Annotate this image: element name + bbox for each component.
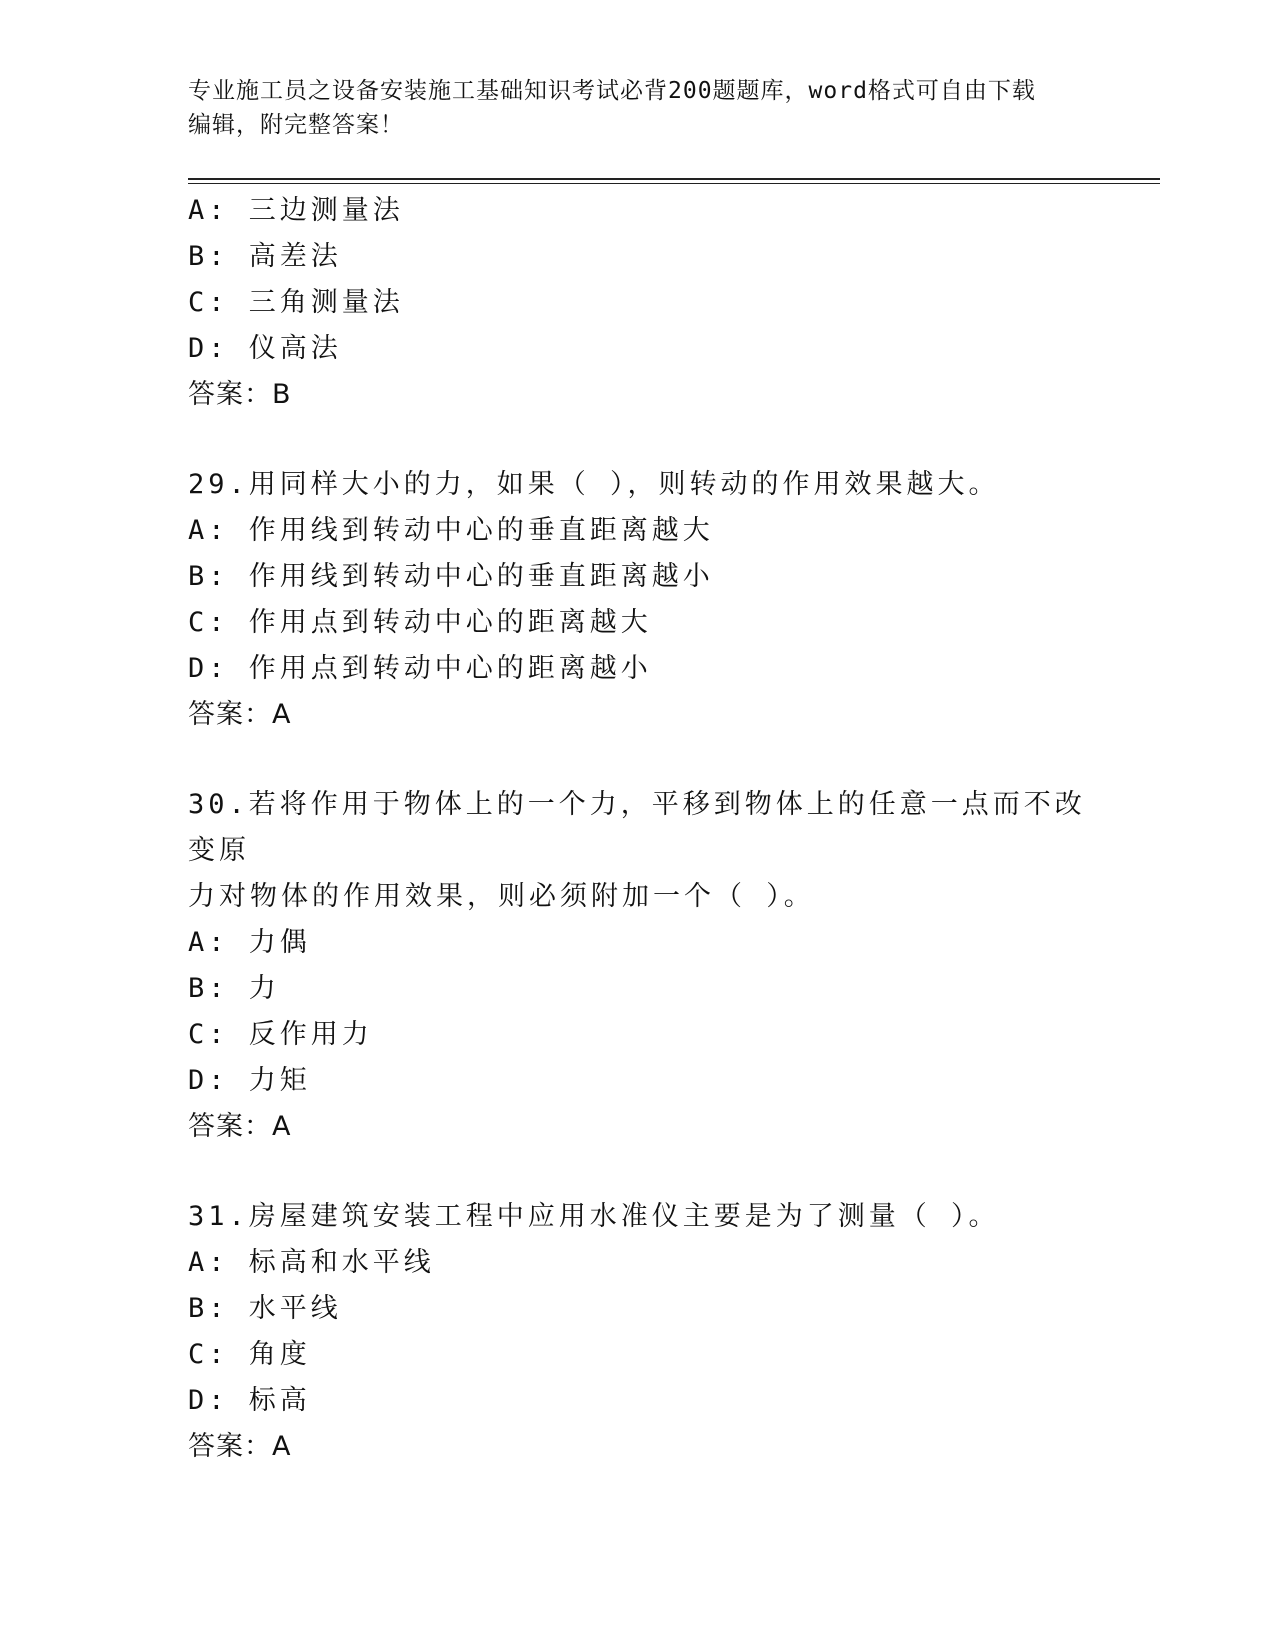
header-divider-thin xyxy=(188,183,1160,184)
spacer xyxy=(188,738,1088,782)
header-line-2: 编辑，附完整答案！ xyxy=(188,112,404,138)
option-a: A: 作用线到转动中心的垂直距离越大 xyxy=(188,515,714,546)
question-stem: 31.房屋建筑安装工程中应用水准仪主要是为了测量（ ）。 xyxy=(188,1201,1000,1232)
answer: 答案：B xyxy=(188,379,292,410)
option-d: D: 力矩 xyxy=(188,1065,311,1096)
question-30 xyxy=(188,782,1088,1150)
document-header xyxy=(188,74,1088,142)
option-c: C: 作用点到转动中心的距离越大 xyxy=(188,607,652,638)
option-c: C: 反作用力 xyxy=(188,1019,373,1050)
answer: 答案：A xyxy=(188,1431,292,1462)
question-28 xyxy=(188,188,1088,418)
question-stem-line-2: 力对物体的作用效果，则必须附加一个（ ）。 xyxy=(188,881,815,912)
question-stem-line-1: 30.若将作用于物体上的一个力，平移到物体上的任意一点而不改变原 xyxy=(188,789,1086,866)
option-b: B: 高差法 xyxy=(188,241,342,272)
option-b: B: 力 xyxy=(188,973,280,1004)
question-list xyxy=(188,188,1088,1470)
option-d: D: 标高 xyxy=(188,1385,311,1416)
option-c: C: 角度 xyxy=(188,1339,311,1370)
spacer xyxy=(188,1150,1088,1194)
option-c: C: 三角测量法 xyxy=(188,287,404,318)
option-b: B: 作用线到转动中心的垂直距离越小 xyxy=(188,561,714,592)
answer: 答案：A xyxy=(188,1111,292,1142)
option-a: A: 三边测量法 xyxy=(188,195,404,226)
option-d: D: 仪高法 xyxy=(188,333,342,364)
question-stem: 29.用同样大小的力，如果（ ），则转动的作用效果越大。 xyxy=(188,469,1000,500)
option-a: A: 力偶 xyxy=(188,927,311,958)
spacer xyxy=(188,418,1088,462)
answer: 答案：A xyxy=(188,699,292,730)
option-b: B: 水平线 xyxy=(188,1293,342,1324)
question-29 xyxy=(188,462,1088,738)
header-line-1: 专业施工员之设备安装施工基础知识考试必背200题题库，word格式可自由下载 xyxy=(188,78,1036,104)
option-d: D: 作用点到转动中心的距离越小 xyxy=(188,653,652,684)
header-divider xyxy=(188,178,1160,180)
question-31 xyxy=(188,1194,1088,1470)
option-a: A: 标高和水平线 xyxy=(188,1247,435,1278)
